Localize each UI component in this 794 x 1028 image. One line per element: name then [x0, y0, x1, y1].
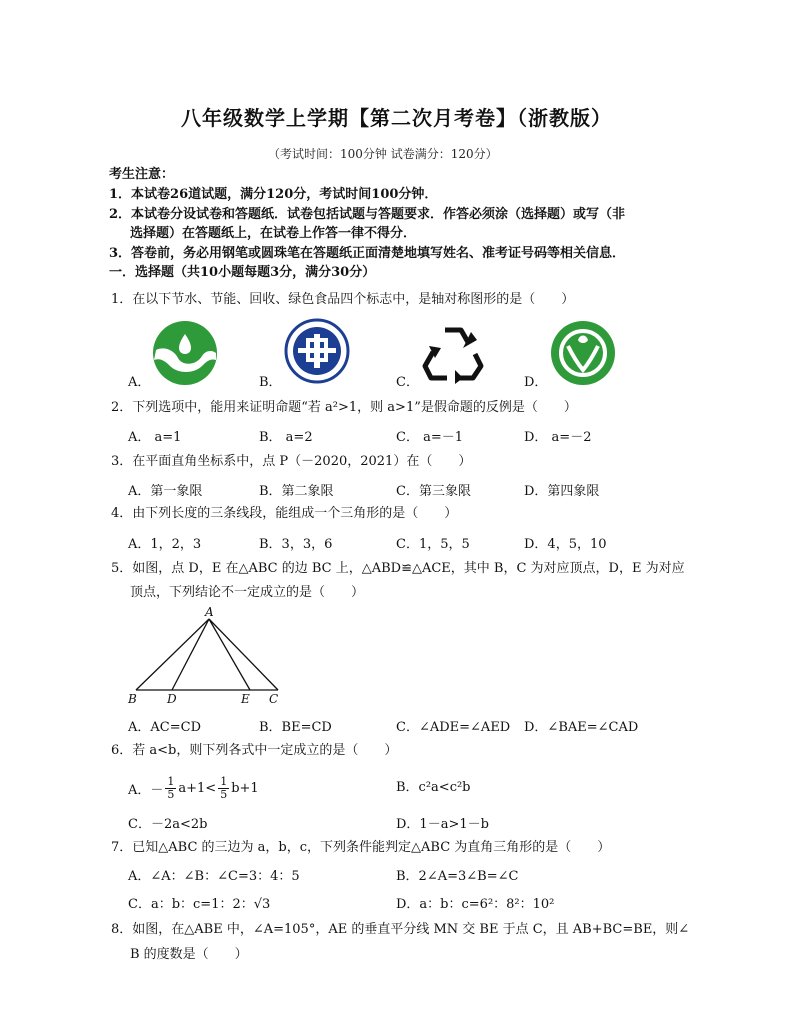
- q5-option-c: C．∠ADE=∠AED: [396, 720, 511, 735]
- notice-heading: 考生注意：: [109, 167, 175, 182]
- q4-option-d: D．4，5，10: [524, 537, 607, 552]
- notice-line-3: 3．答卷前，务必用钢笔或圆珠笔在答题纸正面清楚地填写姓名、准考证号码等相关信息．: [109, 246, 626, 261]
- q5-option-d: D．∠BAE=∠CAD: [524, 720, 639, 735]
- energy-saving-logo-icon: [284, 318, 350, 384]
- q4-option-a: A．1，2，3: [128, 537, 202, 552]
- q6-option-b: B．c²a<c²b: [396, 780, 471, 795]
- q5-option-a: A．AC=CD: [128, 720, 201, 735]
- q3-option-b: B．第二象限: [259, 484, 334, 499]
- fraction-denominator: 5: [167, 788, 175, 801]
- page-title: 八年级数学上学期【第二次月考卷】（浙教版）: [181, 106, 612, 130]
- question-8-stem-line-1: 8．如图，在△ABE 中，∠A=105°，AE 的垂直平分线 MN 交 BE 于点 C，且 AB+BC=BE，则∠: [111, 922, 690, 937]
- exam-info: （考试时间：100分钟 试卷满分：120分）: [268, 147, 498, 161]
- label-b: B: [128, 692, 137, 706]
- question-2-stem: 2．下列选项中，能用来证明命题“若 a²>1，则 a>1”是假命题的反例是（ ）: [111, 400, 577, 415]
- green-food-logo-icon: [550, 320, 616, 386]
- q7-option-c: C．a：b：c=1：2：√3: [128, 897, 271, 912]
- notice-line-2a: 2．本试卷分设试卷和答题纸．试卷包括试题与答题要求．作答必须涂（选择题）或写（非: [109, 207, 626, 222]
- q2-option-a: A． a=1: [128, 430, 182, 445]
- q2-option-d: D． a=－2: [524, 430, 592, 445]
- fraction-numerator: 1: [220, 775, 228, 788]
- q7-option-d: D．a：b：c=6²：8²：10²: [396, 897, 555, 912]
- q6-a-prefix: A．－: [128, 783, 164, 798]
- q2-option-c: C． a=－1: [396, 430, 463, 445]
- water-saving-logo-icon: [152, 320, 218, 386]
- q1-option-d: D．: [524, 375, 548, 390]
- label-e: E: [241, 692, 250, 706]
- triangle-figure: [122, 606, 292, 710]
- q3-option-a: A．第一象限: [128, 484, 203, 499]
- question-3-stem: 3．在平面直角坐标系中，点 P（－2020，2021）在（ ）: [111, 454, 472, 469]
- recycle-logo-icon: [421, 322, 485, 384]
- notice-line-1: 1．本试卷26道试题，满分120分，考试时间100分钟．: [109, 187, 438, 202]
- fraction-denominator: 5: [220, 788, 228, 801]
- question-8-stem-line-2: B 的度数是（ ）: [130, 947, 248, 962]
- q6-option-c: C．－2a<2b: [128, 817, 208, 832]
- q1-option-b: B．: [259, 375, 282, 390]
- q4-option-c: C．1，5，5: [396, 537, 470, 552]
- fraction-numerator: 1: [167, 775, 175, 788]
- q6-a-middle: a+1<: [178, 781, 217, 796]
- label-c: C: [269, 692, 279, 706]
- notice-line-2b: 选择题）在答题纸上，在试卷上作答一律不得分．: [130, 226, 417, 241]
- label-a: A: [205, 606, 214, 619]
- question-5-stem-line-1: 5．如图，点 D，E 在△ABC 的边 BC 上，△ABD≌△ACE，其中 B，C 为对应顶点，D，E 为对应: [111, 561, 685, 576]
- question-7-stem: 7．已知△ABC 的三边为 a，b，c，下列条件能判定△ABC 为直角三角形的是（ ）: [111, 840, 611, 855]
- q7-option-a: A．∠A：∠B：∠C=3：4：5: [128, 869, 300, 884]
- q6-option-d: D．1－a>1－b: [396, 817, 489, 832]
- section-heading: 一．选择题（共10小题每题3分，满分30分）: [109, 265, 376, 280]
- label-d: D: [167, 692, 177, 706]
- fraction-one-fifth: [165, 776, 176, 801]
- question-4-stem: 4．由下列长度的三条线段，能组成一个三角形的是（ ）: [111, 506, 458, 521]
- question-1-stem: 1．在以下节水、节能、回收、绿色食品四个标志中，是轴对称图形的是（ ）: [111, 292, 575, 307]
- q5-option-b: B．BE=CD: [259, 720, 332, 735]
- q6-option-a: [128, 776, 259, 801]
- fraction-one-fifth: [218, 776, 229, 801]
- q4-option-b: B．3，3，6: [259, 537, 333, 552]
- q1-option-c: C．: [396, 375, 419, 390]
- q6-a-suffix: b+1: [231, 781, 259, 796]
- q3-option-c: C．第三象限: [396, 484, 471, 499]
- q2-option-b: B． a=2: [259, 430, 313, 445]
- question-6-stem: 6．若 a<b，则下列各式中一定成立的是（ ）: [111, 743, 398, 758]
- question-5-stem-line-2: 顶点，下列结论不一定成立的是（ ）: [130, 585, 365, 600]
- q7-option-b: B．2∠A=3∠B=∠C: [396, 869, 519, 884]
- q3-option-d: D．第四象限: [524, 484, 600, 499]
- q1-option-a: A．: [128, 375, 151, 390]
